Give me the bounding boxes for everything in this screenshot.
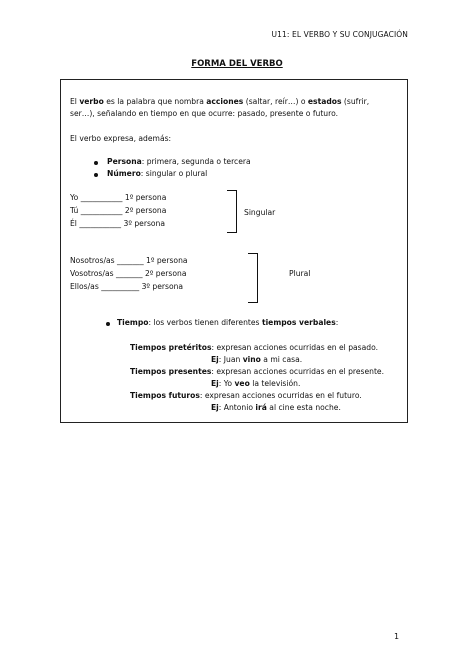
bullet-dot <box>94 161 98 165</box>
singular-label: Singular <box>244 208 276 217</box>
example-label: Ej <box>211 355 219 364</box>
futuros-label: Tiempos futuros <box>130 391 200 400</box>
singular-row: Él ___________ 3º persona <box>70 219 166 228</box>
numero-text: : singular o plural <box>140 169 208 178</box>
tiempo-text: : <box>335 318 339 327</box>
example-text: al cine esta noche. <box>266 403 341 412</box>
tiempo-line <box>117 318 338 328</box>
persona-text: : primera, segunda o tercera <box>141 157 251 166</box>
bullet-dot <box>106 322 110 326</box>
singular-row: Yo ___________ 1º persona <box>70 193 167 202</box>
numero-label: Número <box>107 169 141 178</box>
bullet-persona <box>107 157 251 167</box>
tiempos-verbales: tiempos verbales <box>261 318 336 327</box>
intro-line-1 <box>70 97 369 107</box>
example-verb: vino <box>242 355 261 364</box>
singular-row: Tú ___________ 2º persona <box>70 206 167 215</box>
tiempo-text: : los verbos tienen diferentes <box>148 318 262 327</box>
plural-row: Vosotros/as _______ 2º persona <box>70 269 187 278</box>
example-text: a mi casa. <box>260 355 303 364</box>
intro-acciones: acciones <box>206 97 244 106</box>
bullet-numero <box>107 169 207 179</box>
running-header: U11: EL VERBO Y SU CONJUGACIÓN <box>271 30 408 39</box>
singular-bracket <box>227 190 237 233</box>
example-line <box>211 379 300 389</box>
example-label: Ej <box>211 379 219 388</box>
presentes-label: Tiempos presentes <box>130 367 212 376</box>
example-text: : Yo <box>218 379 235 388</box>
intro-estados: estados <box>307 97 342 106</box>
content-box <box>60 79 408 423</box>
plural-row: Ellos/as __________ 3º persona <box>70 282 184 291</box>
futuros-line <box>130 391 362 401</box>
example-line <box>211 403 341 413</box>
presentes-line <box>130 367 384 377</box>
tiempo-label: Tiempo <box>117 318 149 327</box>
plural-label: Plural <box>289 269 311 278</box>
intro-line-2: ser…), señalando en tiempo en que ocurre: pasado, presente o futuro. <box>70 109 339 118</box>
example-verb: veo <box>234 379 250 388</box>
intro-text: es la palabra que nombra <box>103 97 207 106</box>
example-text: : Antonio <box>218 403 256 412</box>
page-number: 1 <box>394 632 400 641</box>
intro-text: (saltar, reír…) o <box>243 97 308 106</box>
presentes-text: : expresan acciones ocurridas en el presente. <box>211 367 385 376</box>
plural-bracket <box>248 253 258 303</box>
example-line <box>211 355 302 365</box>
intro-text: El <box>70 97 80 106</box>
example-label: Ej <box>211 403 219 412</box>
page-title: FORMA DEL VERBO <box>191 59 283 69</box>
example-text: : Juan <box>218 355 243 364</box>
example-verb: irá <box>255 403 267 412</box>
futuros-text: : expresan acciones ocurridas en el futuro. <box>199 391 362 400</box>
expresa-line: El verbo expresa, además: <box>70 134 172 143</box>
example-text: la televisión. <box>249 379 301 388</box>
bullet-dot <box>94 173 98 177</box>
preteritos-line <box>130 343 378 353</box>
plural-row: Nosotros/as _______ 1º persona <box>70 256 188 265</box>
persona-label: Persona <box>107 157 142 166</box>
intro-verbo: verbo <box>79 97 104 106</box>
preteritos-label: Tiempos pretéritos <box>130 343 212 352</box>
intro-text: (sufrir, <box>341 97 370 106</box>
preteritos-text: : expresan acciones ocurridas en el pasado. <box>211 343 379 352</box>
